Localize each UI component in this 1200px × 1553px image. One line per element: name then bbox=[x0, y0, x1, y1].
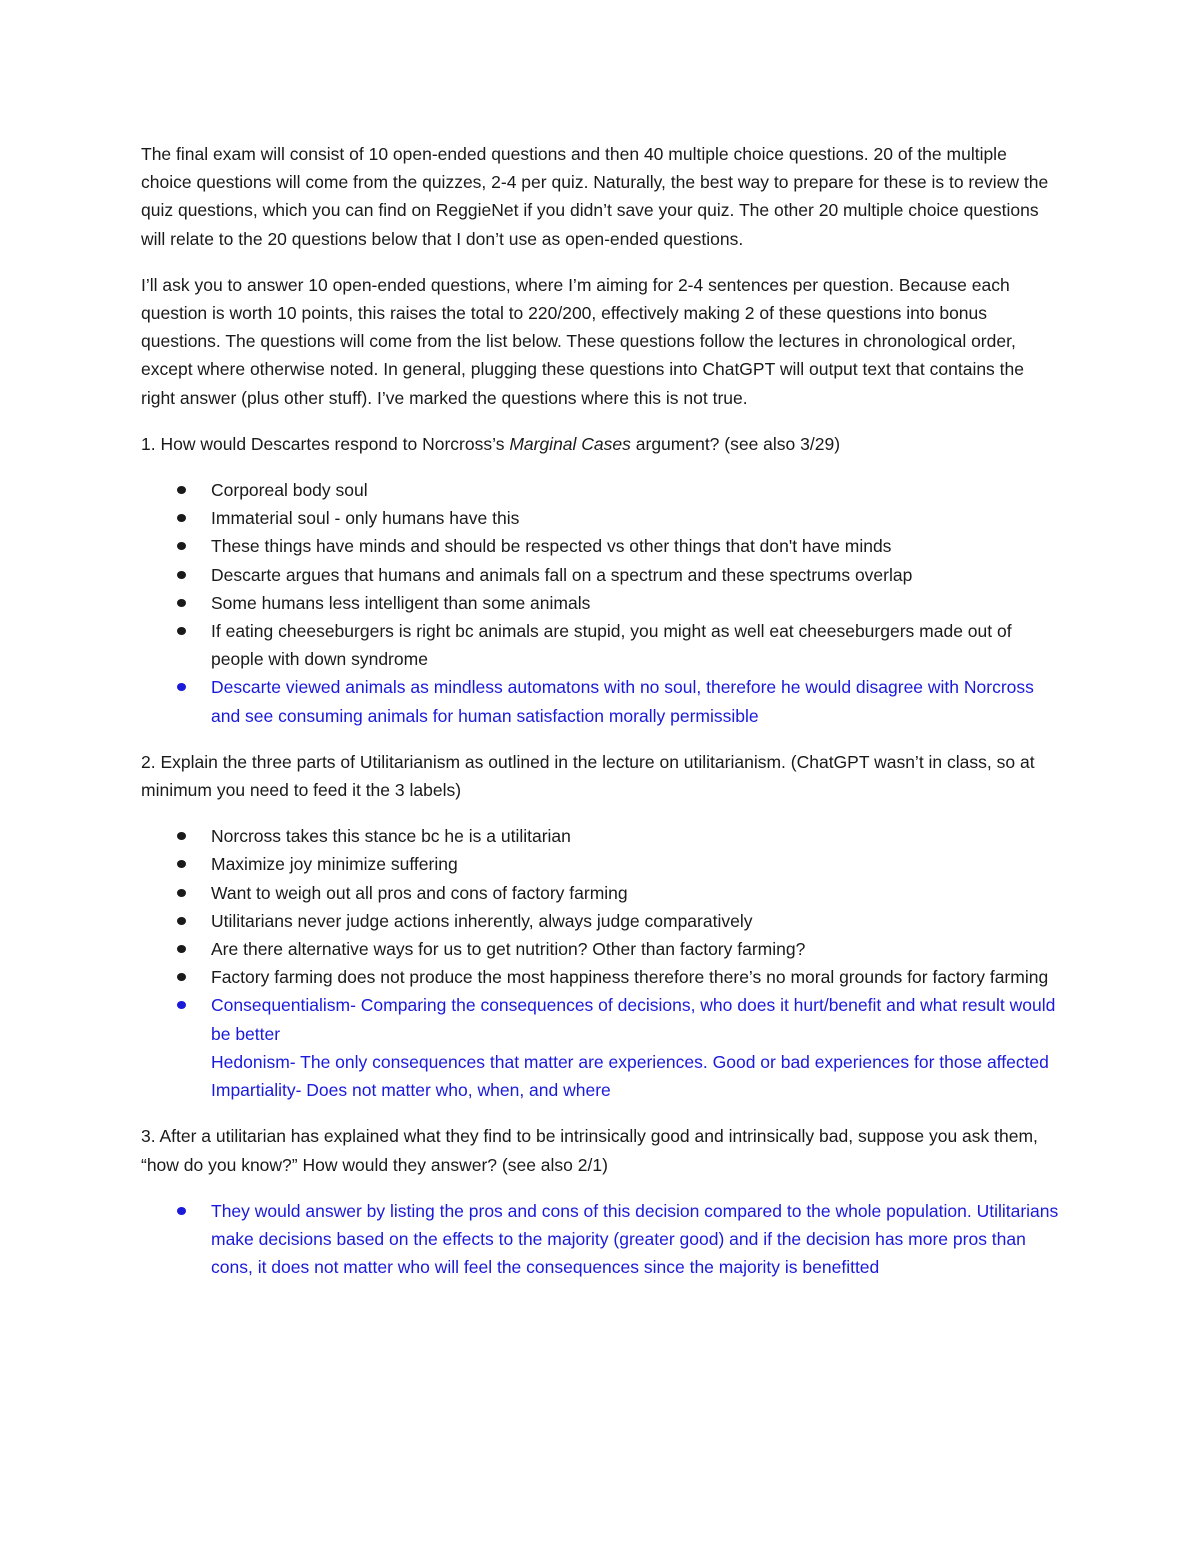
answer-text: Hedonism- The only consequences that matter are experiences. Good or bad experiences for those affected bbox=[211, 1051, 1049, 1072]
bullet-icon bbox=[177, 514, 186, 522]
note-text: Corporeal body soul bbox=[211, 480, 368, 501]
question-3 bbox=[141, 1122, 1061, 1178]
intro-paragraph-2: I’ll ask you to answer 10 open-ended questions, where I’m aiming for 2-4 sentences per question. Because each question is worth 10 points, this raises the total to 220/200, effectively making 2 of these questions into bonus questions. The questions will come from the list below. These questions follow the lectures in chronological order, except where otherwise noted. In general, plugging these questions into ChatGPT will output text that contains the right answer (plus other stuff). I’ve marked the questions where this is not true. bbox=[141, 274, 1024, 408]
question-3-prefix: 3. After a utilitarian has explained what they find to be intrinsically good and intrinsically bad, suppose you ask them, “how do you know?” How would they answer? (see also 2/1) bbox=[141, 1126, 1038, 1175]
list-item bbox=[141, 963, 1061, 991]
question-1 bbox=[141, 430, 1061, 458]
bullet-icon bbox=[177, 832, 186, 840]
list-item bbox=[141, 617, 1061, 673]
list-item bbox=[141, 589, 1061, 617]
note-text: These things have minds and should be respected vs other things that don't have minds bbox=[211, 536, 892, 557]
bullet-icon bbox=[177, 627, 186, 635]
question-1-notes-list bbox=[141, 476, 1061, 730]
note-text: Utilitarians never judge actions inherently, always judge comparatively bbox=[211, 910, 753, 931]
note-text: Are there alternative ways for us to get nutrition? Other than factory farming? bbox=[211, 939, 806, 960]
list-item bbox=[141, 822, 1061, 850]
question-2-prefix: 2. Explain the three parts of Utilitarianism as outlined in the lecture on utilitarianism. (ChatGPT wasn’t in class, so at minimum you need to feed it the 3 labels) bbox=[141, 751, 1035, 801]
document-page bbox=[141, 140, 1061, 1299]
note-text: Immaterial soul - only humans have this bbox=[211, 508, 520, 529]
bullet-icon bbox=[177, 683, 186, 691]
answer-item bbox=[141, 673, 1061, 729]
note-text: If eating cheeseburgers is right bc animals are stupid, you might as well eat cheeseburgers made out of people with down syndrome bbox=[211, 621, 1012, 670]
answer-item bbox=[141, 1197, 1061, 1282]
question-2 bbox=[141, 748, 1061, 804]
list-item bbox=[141, 476, 1061, 504]
bullet-icon bbox=[177, 945, 186, 953]
bullet-icon bbox=[177, 571, 186, 579]
note-text: Descarte argues that humans and animals fall on a spectrum and these spectrums overlap bbox=[211, 564, 913, 585]
question-1-italic: Marginal Cases bbox=[509, 433, 631, 454]
question-1-suffix: argument? (see also 3/29) bbox=[630, 433, 841, 454]
bullet-icon bbox=[177, 1207, 186, 1215]
note-text: Factory farming does not produce the most happiness therefore there’s no moral grounds for factory farming bbox=[211, 967, 1049, 988]
question-1-prefix: 1. How would Descartes respond to Norcross’s bbox=[141, 433, 510, 454]
list-item bbox=[141, 935, 1061, 963]
note-text: Norcross takes this stance bc he is a utilitarian bbox=[211, 826, 571, 847]
note-text: Want to weigh out all pros and cons of factory farming bbox=[211, 882, 628, 903]
question-2-notes-list bbox=[141, 822, 1061, 1104]
bullet-icon bbox=[177, 973, 186, 981]
list-item bbox=[141, 532, 1061, 560]
bullet-icon bbox=[177, 486, 186, 494]
list-item bbox=[141, 879, 1061, 907]
bullet-icon bbox=[177, 860, 186, 868]
list-item bbox=[141, 561, 1061, 589]
bullet-icon bbox=[177, 1001, 186, 1009]
note-text: Maximize joy minimize suffering bbox=[211, 854, 458, 875]
list-item bbox=[141, 850, 1061, 878]
list-item bbox=[141, 504, 1061, 532]
list-item bbox=[141, 907, 1061, 935]
question-3-notes-list bbox=[141, 1197, 1061, 1282]
answer-text: Descarte viewed animals as mindless automatons with no soul, therefore he would disagree with Norcross and see consuming animals for human satisfaction morally permissible bbox=[211, 677, 1034, 726]
answer-text: Consequentialism- Comparing the consequences of decisions, who does it hurt/benefit and what result would be better bbox=[211, 995, 1056, 1044]
intro-paragraph-1: The final exam will consist of 10 open-ended questions and then 40 multiple choice questions. 20 of the multiple choice questions will come from the quizzes, 2-4 per quiz. Naturally, the best way to prepare for these is to review the quiz questions, which you can find on ReggieNet if you didn’t save your quiz. The other 20 multiple choice questions will relate to the 20 questions below that I don’t use as open-ended questions. bbox=[141, 144, 1049, 249]
answer-text: They would answer by listing the pros and cons of this decision compared to the whole population. Utilitarians make decisions based on the effects to the majority (greater good) and if the decision has more pros than cons, it does not matter who will feel the consequences since the majority is benefitted bbox=[211, 1200, 1059, 1278]
answer-item bbox=[141, 991, 1061, 1104]
bullet-icon bbox=[177, 889, 186, 897]
bullet-icon bbox=[177, 917, 186, 925]
note-text: Some humans less intelligent than some animals bbox=[211, 592, 591, 613]
bullet-icon bbox=[177, 542, 186, 550]
bullet-icon bbox=[177, 599, 186, 607]
answer-text: Impartiality- Does not matter who, when, and where bbox=[211, 1080, 611, 1101]
